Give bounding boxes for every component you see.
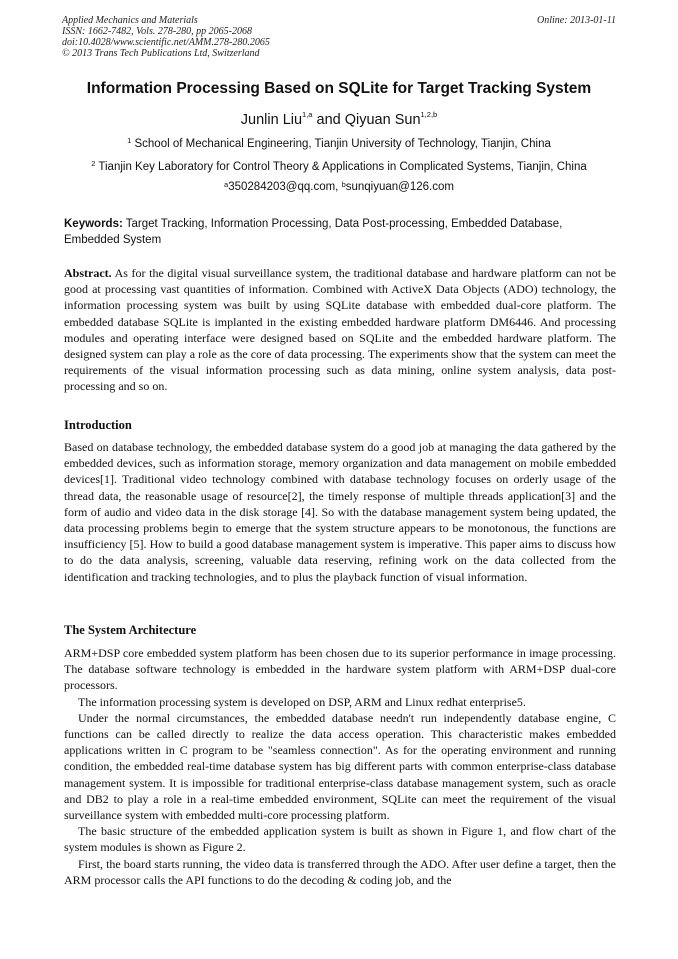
introduction-paragraph: Based on database technology, the embedded database system do a good job at managing the data gathered by the embedded devices, such as information storage, memory organization and data management on mobile embedded devices[1]. Traditional video technology combined with database technology focuses on orderly usage of the thread data, the reasonable usage of resource[2], the timely response of multiple threads application[3] and the form of audio and video data in the disk storage [4]. So with the database management system being updated, the data processing problems begin to emerge that the system structure appears to be monotonous, the functions are insufficiency [5]. How to build a good database management system is imperative. This paper aims to discuss how to do the data analysis, screening, valuable data reserving, refining work on the data collected from the identification and tracking technologies, and to plus the playback function of visual information. <box>64 440 616 584</box>
email-line <box>40 181 638 193</box>
keywords-label: Keywords: <box>64 218 123 230</box>
copyright-line: © 2013 Trans Tech Publications Ltd, Switzerland <box>62 48 260 59</box>
affiliation-1 <box>40 138 638 150</box>
abstract-text: As for the digital visual surveillance system, the traditional database and hardware platform can not be good at processing vast quantities of information. Combined with ActiveX Data Objects (ADO) technology, the information processing system was built by using SQLite database with embedded dual-core platform. The embedded database SQLite is implanted in the existing embedded hardware platform DM6446. And processing modules and operating interface were designed based on SQLite and the embedded hardware platform. The designed system can play a role as the core of data processing. The experiments show that the system can meet the requirements of the visual information processing such as data mining, online system analysis, data post-processing and so on. <box>64 266 616 394</box>
email-a[interactable]: 350284203@qq.com, <box>228 181 342 193</box>
section-heading-architecture: The System Architecture <box>64 623 197 637</box>
author-2: Qiyuan Sun <box>344 112 421 128</box>
abstract-label: Abstract. <box>64 266 112 280</box>
author-1-sup: 1,a <box>302 110 313 119</box>
architecture-paragraph-1: ARM+DSP core embedded system platform has been chosen due to its superior performance in image processing. The database software technology is embedded in the hardware system platform with ARM+DSP dual-core processors. <box>64 646 616 693</box>
architecture-paragraph-5: First, the board starts running, the video data is transferred through the ADO. After user define a target, then the ARM processor calls the API functions to do the decoding & coding job, and the <box>64 856 616 887</box>
author-2-sup: 1,2,b <box>420 110 438 119</box>
architecture-paragraph-4: The basic structure of the embedded application system is built as shown in Figure 1, and flow chart of the system modules is shown as Figure 2. <box>64 824 616 855</box>
architecture-paragraph-3: Under the normal circumstances, the embedded database needn't run independently database engine, C functions can be called directly to realize the data access operation. This characteristic makes embedded applications written in C program to be "seamless connection". As for the operating environment and running condition, the embedded real-time database system has big different parts with common enterprise-class database management system. It is impossible for traditional enterprise-class database management system, such as oracle and DB2 to play a role in a real-time embedded environment, SQLite can meet the requirement of the visual surveillance system with embedded multi-core processing platform. <box>64 710 616 823</box>
author-line <box>40 112 638 128</box>
affiliation-2-num: 2 <box>91 159 96 168</box>
journal-header <box>62 15 616 59</box>
doi-line: doi:10.4028/www.scientific.net/AMM.278-280.2065 <box>62 37 270 48</box>
journal-name: Applied Mechanics and Materials <box>62 15 198 26</box>
affiliation-2 <box>40 161 638 173</box>
architecture-body <box>64 645 616 888</box>
section-heading-introduction: Introduction <box>64 418 132 432</box>
online-date: Online: 2013-01-11 <box>537 15 616 26</box>
affiliation-1-num: 1 <box>127 136 132 145</box>
email-a-mark: a <box>224 180 229 189</box>
affiliation-2-text: Tianjin Key Laboratory for Control Theory & Applications in Complicated Systems, Tianjin, China <box>95 161 587 173</box>
email-b[interactable]: sunqiyuan@126.com <box>345 181 454 193</box>
keywords-text: Target Tracking, Information Processing, Data Post-processing, Embedded Database, Embedded System <box>64 218 563 246</box>
abstract <box>64 265 616 395</box>
author-1: Junlin Liu <box>240 112 303 128</box>
issn-line: ISSN: 1662-7482, Vols. 278-280, pp 2065-2068 <box>62 26 252 37</box>
paper-title: Information Processing Based on SQLite for Target Tracking System <box>86 80 592 97</box>
affiliation-1-text: School of Mechanical Engineering, Tianjin University of Technology, Tianjin, China <box>131 138 551 150</box>
author-conjunction: and <box>312 112 345 128</box>
keywords <box>64 216 616 248</box>
architecture-paragraph-2: The information processing system is developed on DSP, ARM and Linux redhat enterprise5. <box>78 694 526 709</box>
email-b-mark: b <box>341 180 346 189</box>
